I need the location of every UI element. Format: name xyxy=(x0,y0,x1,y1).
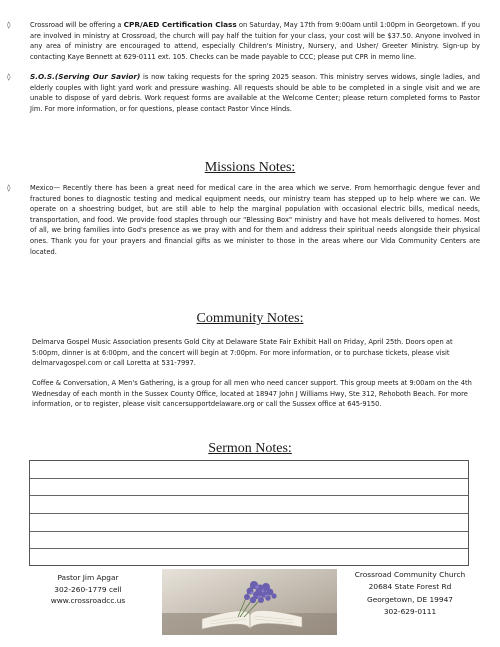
announcement-text: S.O.S.(Serving Our Savior) is now taking requests for the spring 2025 season. This ministry serves widows, single ladies, and elderly couples with light yard work and pressure washing. All requests should be able to be completed in a single visit and we are unable to dispose of yard debris. Work request forms are available at the Welcome Center; please return completed forms to Pastor Jim. For more information, or for questions, please contact Pastor Vince Hinds. xyxy=(30,72,480,113)
missions-text: Mexico— Recently there has been a great need for medical care in the area which we serve. From hemorrhagic dengue fever and fractured bones to diagnostic testing and medical equipment needs, our ministry team has stepped up to help where we can. We operate on a shoestring budget, but are still able to help the marginal population with occasional electric bills, medical needs, transportation, and food. We provide food staples through our "Blessing Box" ministry and have hot meals delivered to homes. Most of all, we bring families into God's presence as we pray with and for them and address their spiritual needs alongside their physical ones. Thank you for your prayers and financial gifts as we minister to those in the areas where our Vida Community Centers are located. xyxy=(30,184,480,256)
notes-line[interactable] xyxy=(30,479,468,497)
notes-line[interactable] xyxy=(30,532,468,550)
bible-lavender-illustration xyxy=(162,569,337,635)
community-paragraph-coffee-conversation: Coffee & Conversation, A Men's Gathering, is a group for all men who need cancer support. This group meets at 9:00am on the 4th Wednesday of each month in the Sussex County Office, located at 18947 John J Williams Hwy, Ste 312, Rehoboth Beach. For more information, or to register, please visit cancersupportdelaware.org or call the Sussex office at 645-9150. xyxy=(32,379,472,409)
sermon-notes-title: Sermon Notes: xyxy=(208,441,292,456)
missions-mexico-item xyxy=(6,183,480,257)
announcement-cpr xyxy=(6,20,480,62)
sermon-notes-lined-box[interactable] xyxy=(29,460,469,566)
notes-line[interactable] xyxy=(30,549,468,567)
missions-notes-title: Missions Notes: xyxy=(204,160,296,175)
church-address-line1: 20684 State Forest Rd xyxy=(368,582,452,592)
pastor-contact xyxy=(38,572,138,607)
notes-line[interactable] xyxy=(30,496,468,514)
bible-and-lavender-photo xyxy=(162,569,337,635)
church-phone: 302-629-0111 xyxy=(383,607,437,617)
notes-line[interactable] xyxy=(30,514,468,532)
church-address-line2: Georgetown, DE 19947 xyxy=(366,594,453,604)
announcement-text: Crossroad will be offering a CPR/AED Certification Class on Saturday, May 17th from 9:00am until 1:00pm in Georgetown. If you are involved in ministry at Crossroad, the church will pay half the tuition for your class, your cost will be $37.50. Anyone involved in any area of ministry are encouraged to attend, especially Children's Ministry, Nursery, and Usher/ Greeter Ministry. Sign-up by contacting Kaye Bennett at 629-0111 ext. 105. Checks can be made payable to CCC; please put CPR in memo line. xyxy=(30,20,480,61)
notes-line[interactable] xyxy=(30,461,468,479)
church-contact xyxy=(350,569,470,619)
announcement-sos xyxy=(6,72,480,114)
pastor-name: Pastor Jim Apgar xyxy=(57,573,119,582)
community-notes-title: Community Notes: xyxy=(196,311,304,326)
community-paragraph-gospel-music: Delmarva Gospel Music Association presents Gold City at Delaware State Fair Exhibit Hall on Friday, April 25th. Doors open at 5:00pm, dinner is at 6:00pm, and the concert will begin at 7:00pm. For more information, or to purchase tickets, please visit delmarvagospel.com or call Loretta at 531-7997. xyxy=(32,338,453,368)
diamond-bullet-icon: ◊ xyxy=(7,73,11,81)
church-website: www.crossroadcc.us xyxy=(50,596,126,606)
diamond-bullet-icon: ◊ xyxy=(7,184,11,192)
diamond-bullet-icon: ◊ xyxy=(7,21,11,29)
announcement-bold-title: S.O.S.(Serving Our Savior) xyxy=(30,72,141,81)
announcement-bold-title: CPR/AED Certification Class xyxy=(123,20,237,29)
church-name: Crossroad Community Church xyxy=(354,570,466,579)
pastor-phone: 302-260-1779 cell xyxy=(54,584,122,594)
